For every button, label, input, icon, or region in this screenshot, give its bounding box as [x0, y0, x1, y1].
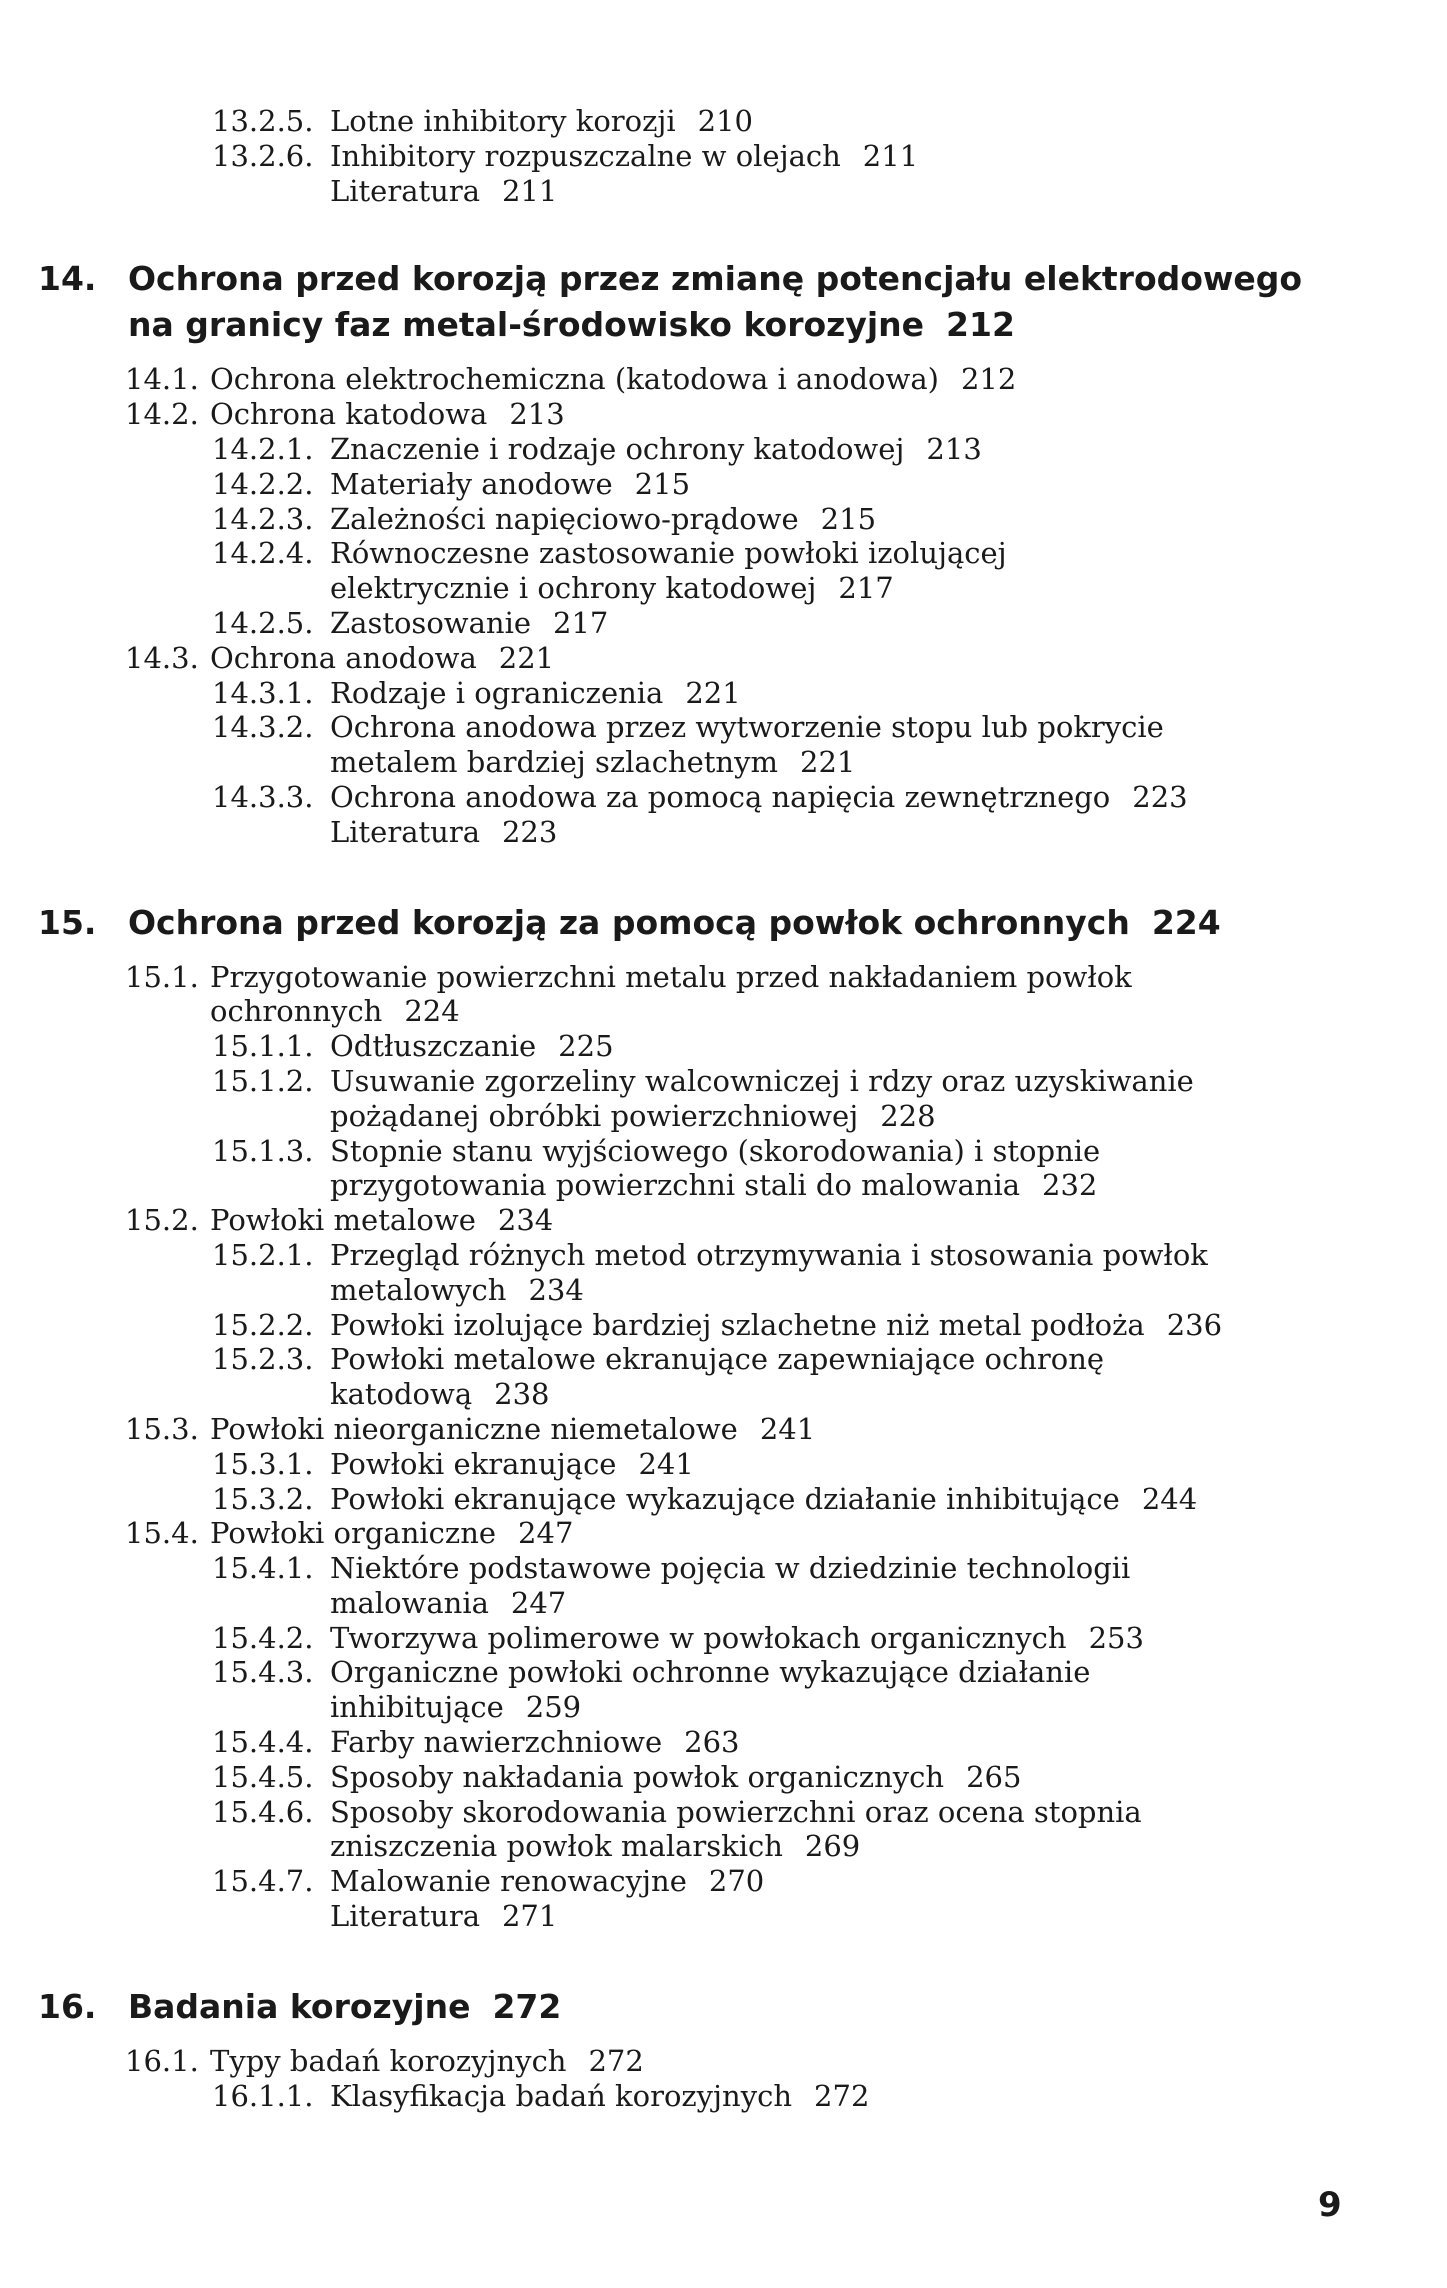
toc-entry — [0, 1029, 1447, 1064]
toc-entry — [0, 815, 1447, 850]
toc-entry — [0, 1203, 1447, 1238]
toc-entry — [0, 432, 1447, 467]
entry-title: Ochrona katodowa 213 — [210, 397, 565, 432]
entry-number: 14.3.2. — [212, 710, 314, 745]
entry-title: metalowych 234 — [330, 1272, 584, 1307]
entry-title: Usuwanie zgorzeliny walcowniczej i rdzy oraz uzyskiwanie — [330, 1063, 1194, 1098]
entry-number: 14.3.1. — [212, 675, 314, 710]
entry-title: przygotowania powierzchni stali do malowania 232 — [330, 1168, 1098, 1203]
entry-page: 234 — [497, 1203, 554, 1238]
entry-title: Powłoki metalowe ekranujące zapewniające ochronę — [330, 1342, 1105, 1377]
page-number: 9 — [1318, 2185, 1342, 2225]
entry-number: 15.4.1. — [212, 1551, 314, 1586]
entry-number: 15.3. — [125, 1411, 199, 1446]
toc-entry — [0, 1516, 1447, 1551]
entry-title: Znaczenie i rodzaje ochrony katodowej 213 — [330, 431, 982, 466]
entry-page: 212 — [960, 362, 1017, 397]
entry-page: 211 — [501, 173, 558, 208]
entry-page: 217 — [553, 605, 609, 640]
toc-entry — [0, 1099, 1447, 1134]
chapter-title-line: Ochrona przed korozją za pomocą powłok ochronnych 224 — [128, 902, 1221, 942]
entry-page: 265 — [966, 1759, 1022, 1794]
toc-entry — [0, 104, 1447, 139]
entry-title: Typy badań korozyjnych 272 — [210, 2043, 644, 2078]
entry-number: 15.2.3. — [212, 1342, 314, 1377]
toc-entry — [0, 1064, 1447, 1099]
toc-entry — [0, 1864, 1447, 1899]
entry-number: 15.4.6. — [212, 1794, 314, 1829]
entry-title: metalem bardziej szlachetnym 221 — [330, 745, 856, 780]
toc-entry — [0, 1342, 1447, 1377]
entry-number: 14.2.5. — [212, 605, 314, 640]
entry-number: 15.1.2. — [212, 1063, 314, 1098]
chapter-page: 224 — [1151, 902, 1221, 942]
toc-entry — [0, 1899, 1447, 1934]
toc-entry — [0, 1655, 1447, 1690]
entry-page: 234 — [528, 1272, 584, 1307]
entry-title: Powłoki organiczne 247 — [210, 1516, 574, 1551]
entry-page: 238 — [494, 1377, 550, 1412]
entry-title: Inhibitory rozpuszczalne w olejach 211 — [330, 138, 919, 173]
entry-page: 253 — [1088, 1620, 1144, 1655]
entry-page: 228 — [880, 1098, 936, 1133]
entry-title: Zależności napięciowo-prądowe 215 — [330, 501, 877, 536]
entry-page: 259 — [525, 1690, 582, 1725]
entry-number: 14.2.3. — [212, 501, 314, 536]
toc-entry — [0, 710, 1447, 745]
chapter-number: 16. — [38, 1986, 97, 2026]
entry-number: 15.3.2. — [212, 1481, 314, 1516]
chapter-heading — [0, 256, 1447, 348]
toc-entry — [0, 502, 1447, 537]
toc-entry — [0, 1308, 1447, 1343]
entry-number: 14.2.2. — [212, 466, 314, 501]
toc-entry — [0, 606, 1447, 641]
entry-page: 225 — [558, 1029, 614, 1064]
entry-number: 15.4.4. — [212, 1725, 314, 1760]
entry-title: Stopnie stanu wyjściowego (skorodowania) i stopnie — [330, 1133, 1101, 1168]
entry-number: 13.2.6. — [212, 138, 314, 173]
toc-entry — [0, 2079, 1447, 2114]
entry-title: Rodzaje i ograniczenia 221 — [330, 675, 741, 710]
entry-title: Równoczesne zastosowanie powłoki izolującej — [330, 536, 1007, 571]
toc-entry — [0, 1168, 1447, 1203]
entry-title: Lotne inhibitory korozji 210 — [330, 104, 754, 138]
entry-title: Ochrona anodowa za pomocą napięcia zewnętrznego 223 — [330, 779, 1188, 814]
chapter-title-line: na granicy faz metal-środowisko korozyjne 212 — [128, 305, 1015, 345]
chapter-heading — [0, 1984, 1447, 2030]
toc-entry — [0, 1760, 1447, 1795]
chapter-title-line: Badania korozyjne 272 — [128, 1986, 562, 2026]
toc-entry — [0, 1377, 1447, 1412]
entry-title: katodową 238 — [330, 1377, 550, 1412]
toc-entry — [0, 1447, 1447, 1482]
entry-number: 15.4.2. — [212, 1620, 314, 1655]
entry-page: 270 — [708, 1864, 765, 1899]
entry-page: 247 — [510, 1585, 567, 1620]
toc-entry — [0, 397, 1447, 432]
entry-title: ochronnych 224 — [210, 994, 460, 1029]
entry-page: 213 — [926, 431, 982, 466]
entry-title: zniszczenia powłok malarskich 269 — [330, 1829, 861, 1864]
chapter-number: 15. — [38, 902, 97, 942]
entry-page: 223 — [1132, 779, 1188, 814]
chapter-page: 212 — [946, 305, 1015, 345]
entry-page: 221 — [685, 675, 741, 710]
entry-title: Malowanie renowacyjne 270 — [330, 1864, 765, 1899]
chapter-number: 14. — [38, 259, 97, 299]
toc-entry — [0, 1621, 1447, 1656]
entry-number: 15.2.2. — [212, 1307, 314, 1342]
toc-entry — [0, 1690, 1447, 1725]
toc-entry — [0, 1482, 1447, 1517]
toc-entry — [0, 960, 1447, 995]
entry-title: Materiały anodowe 215 — [330, 466, 691, 501]
entry-page: 213 — [509, 397, 565, 432]
entry-title: Literatura 211 — [330, 173, 558, 208]
toc-entry — [0, 174, 1447, 209]
toc-entry — [0, 571, 1447, 606]
entry-title: Sposoby nakładania powłok organicznych 265 — [330, 1759, 1022, 1794]
entry-number: 14.3.3. — [212, 779, 314, 814]
toc-entry — [0, 139, 1447, 174]
entry-page: 217 — [838, 571, 894, 606]
entry-number: 14.3. — [125, 640, 199, 675]
entry-title: Powłoki izolujące bardziej szlachetne niż metal podłoża 236 — [330, 1307, 1223, 1342]
entry-title: Literatura 223 — [330, 814, 558, 849]
entry-title: Ochrona elektrochemiczna (katodowa i anodowa) 212 — [210, 362, 1017, 397]
entry-number: 13.2.5. — [212, 104, 314, 138]
chapter-page: 272 — [492, 1986, 562, 2026]
entry-page: 215 — [634, 466, 691, 501]
toc-entry — [0, 1412, 1447, 1447]
toc-entry — [0, 641, 1447, 676]
entry-title: Powłoki ekranujące 241 — [330, 1446, 694, 1481]
toc-entry — [0, 1238, 1447, 1273]
entry-page: 263 — [684, 1725, 740, 1760]
entry-title: elektrycznie i ochrony katodowej 217 — [330, 571, 894, 606]
entry-title: Ochrona anodowa przez wytworzenie stopu lub pokrycie — [330, 710, 1164, 745]
entry-page: 244 — [1141, 1481, 1198, 1516]
entry-number: 15.1.1. — [212, 1029, 314, 1064]
entry-title: Tworzywa polimerowe w powłokach organicznych 253 — [330, 1620, 1144, 1655]
entry-number: 14.2.1. — [212, 431, 314, 466]
entry-number: 15.4.5. — [212, 1759, 314, 1794]
entry-page: 272 — [814, 2078, 870, 2113]
entry-number: 14.2. — [125, 397, 199, 432]
chapter-title-line: Ochrona przed korozją przez zmianę potencjału elektrodowego — [128, 259, 1303, 299]
entry-title: Farby nawierzchniowe 263 — [330, 1725, 740, 1760]
toc-entry — [0, 1134, 1447, 1169]
entry-number: 15.3.1. — [212, 1446, 314, 1481]
entry-title: Przegląd różnych metod otrzymywania i stosowania powłok — [330, 1237, 1208, 1272]
entry-page: 236 — [1166, 1307, 1223, 1342]
toc-entry — [0, 1586, 1447, 1621]
toc-entry — [0, 994, 1447, 1029]
toc-entry — [0, 1273, 1447, 1308]
entry-number: 16.1. — [125, 2043, 199, 2078]
entry-title: Zastosowanie 217 — [330, 605, 609, 640]
entry-number: 15.4.7. — [212, 1864, 314, 1899]
entry-page: 241 — [638, 1446, 694, 1481]
entry-number: 15.4.3. — [212, 1655, 314, 1690]
entry-number: 14.1. — [125, 362, 199, 397]
toc-entry — [0, 780, 1447, 815]
entry-page: 247 — [518, 1516, 574, 1551]
entry-page: 232 — [1042, 1168, 1098, 1203]
entry-title: Organiczne powłoki ochronne wykazujące działanie — [330, 1655, 1091, 1690]
toc-entry — [0, 536, 1447, 571]
entry-number: 15.2. — [125, 1203, 199, 1238]
entry-title: malowania 247 — [330, 1585, 567, 1620]
entry-page: 215 — [820, 501, 877, 536]
entry-page: 271 — [501, 1899, 558, 1934]
entry-page: 221 — [800, 745, 856, 780]
toc-entry — [0, 1725, 1447, 1760]
entry-title: Powłoki metalowe 234 — [210, 1203, 554, 1238]
entry-page: 224 — [404, 994, 460, 1029]
entry-title: Powłoki ekranujące wykazujące działanie inhibitujące 244 — [330, 1481, 1198, 1516]
entry-page: 269 — [804, 1829, 861, 1864]
entry-title: inhibitujące 259 — [330, 1690, 582, 1725]
entry-page: 223 — [501, 814, 558, 849]
toc-entry — [0, 362, 1447, 397]
entry-page: 210 — [697, 104, 754, 138]
entry-number: 15.4. — [125, 1516, 199, 1551]
entry-page: 272 — [588, 2043, 644, 2078]
entry-title: Powłoki nieorganiczne niemetalowe 241 — [210, 1411, 816, 1446]
entry-number: 15.1.3. — [212, 1133, 314, 1168]
chapter-heading — [0, 900, 1447, 946]
entry-title: Sposoby skorodowania powierzchni oraz ocena stopnia — [330, 1794, 1142, 1829]
table-of-contents — [0, 104, 1447, 2113]
toc-entry — [0, 1795, 1447, 1830]
entry-title: Ochrona anodowa 221 — [210, 640, 555, 675]
entry-title: Klasyfikacja badań korozyjnych 272 — [330, 2078, 870, 2113]
entry-title: Przygotowanie powierzchni metalu przed nakładaniem powłok — [210, 959, 1132, 994]
entry-number: 15.1. — [125, 959, 199, 994]
entry-number: 14.2.4. — [212, 536, 314, 571]
toc-entry — [0, 676, 1447, 711]
entry-page: 241 — [759, 1411, 816, 1446]
toc-entry — [0, 745, 1447, 780]
entry-title: Niektóre podstawowe pojęcia w dziedzinie technologii — [330, 1551, 1131, 1586]
entry-number: 15.2.1. — [212, 1237, 314, 1272]
entry-page: 211 — [862, 138, 919, 173]
entry-title: Odtłuszczanie 225 — [330, 1029, 614, 1064]
entry-page: 221 — [498, 640, 555, 675]
toc-entry — [0, 1829, 1447, 1864]
entry-title: Literatura 271 — [330, 1899, 558, 1934]
toc-entry — [0, 1551, 1447, 1586]
entry-title: pożądanej obróbki powierzchniowej 228 — [330, 1098, 936, 1133]
toc-entry — [0, 2044, 1447, 2079]
entry-number: 16.1.1. — [212, 2078, 314, 2113]
toc-entry — [0, 467, 1447, 502]
